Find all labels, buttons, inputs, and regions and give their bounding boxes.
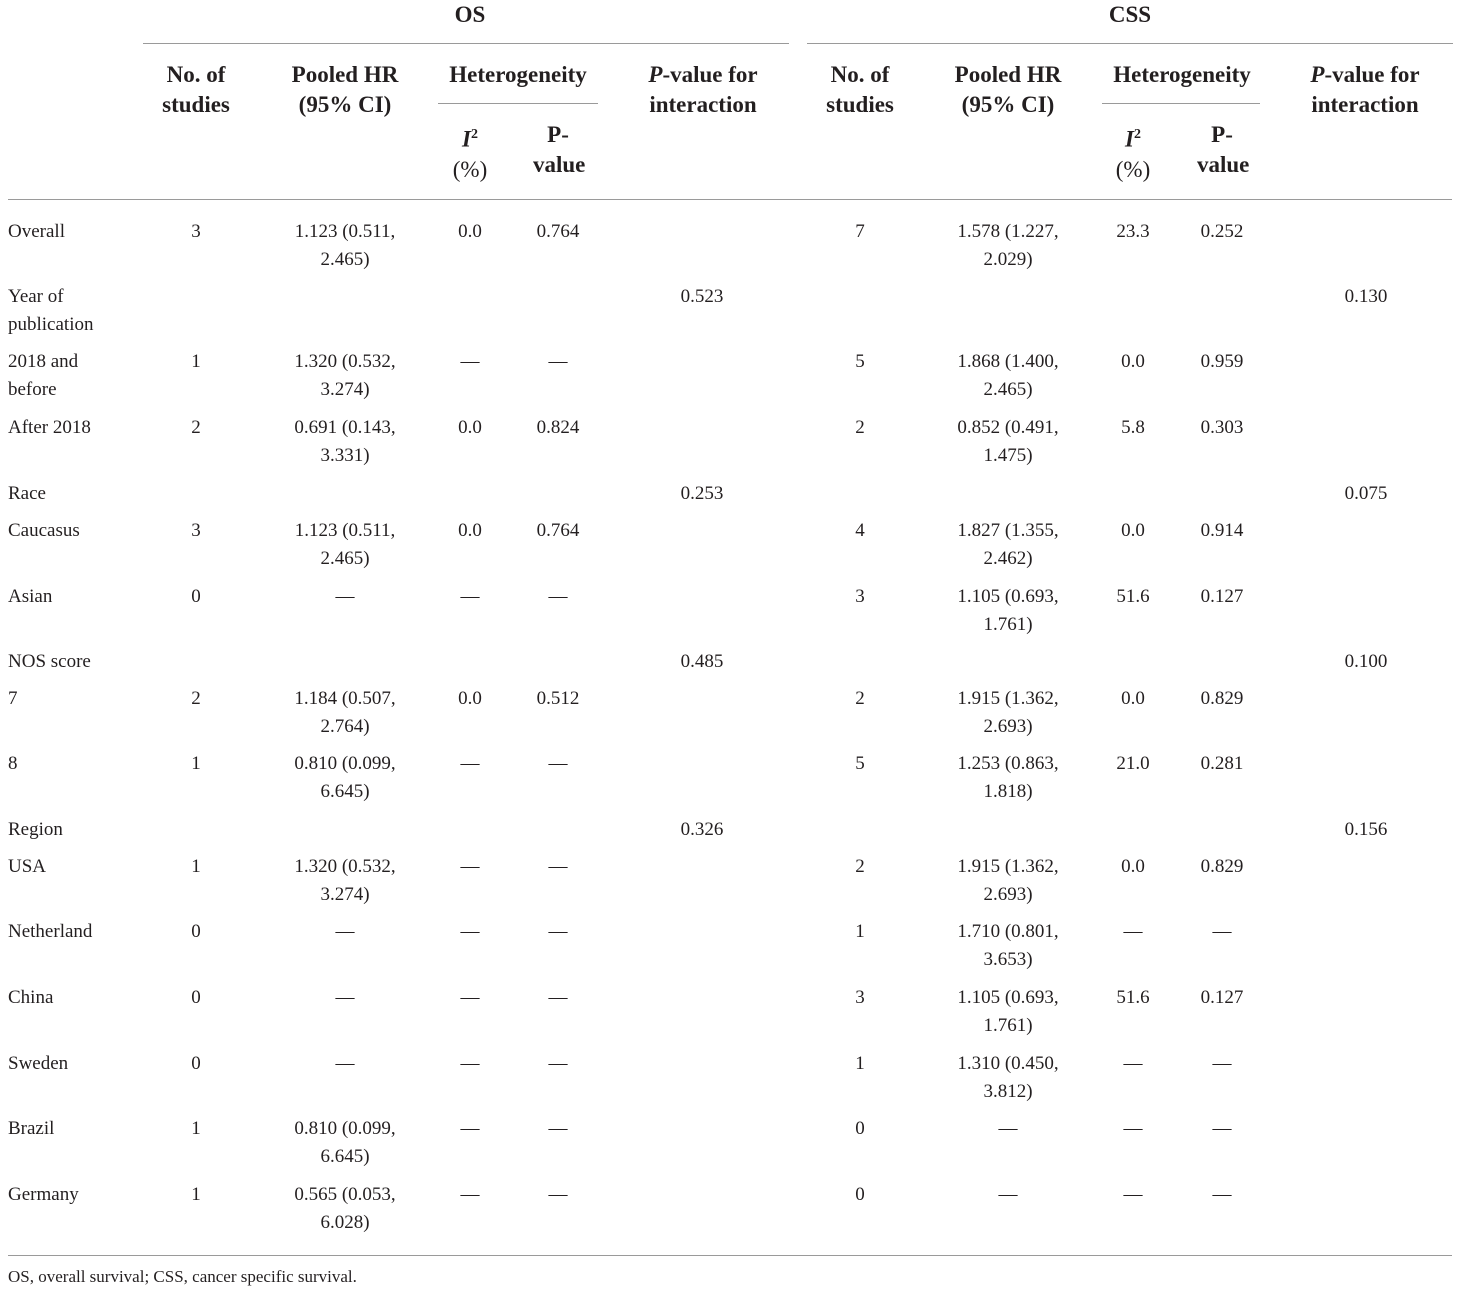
row-label: Netherland	[8, 921, 93, 942]
os-studies-cell: 0	[191, 987, 201, 1008]
os-studies-cell: 3	[191, 221, 201, 242]
os-pvalue-cell: 0.764	[536, 520, 580, 541]
os-pooled-hr-cell: 0.810 (0.099, 6.645)	[294, 753, 396, 802]
group-rule-css	[807, 43, 1453, 44]
os-i2-cell: —	[460, 1053, 480, 1074]
css-pooled-hr-cell: 1.868 (1.400, 2.465)	[957, 351, 1059, 400]
header-pvalue-os: P-value	[533, 122, 586, 177]
os-studies-cell: 0	[191, 586, 201, 607]
css-pvalue-cell: —	[1212, 1184, 1232, 1205]
css-studies-cell: 0	[855, 1184, 865, 1205]
os-i2-cell: —	[460, 921, 480, 942]
css-i2-cell: 23.3	[1116, 221, 1150, 242]
row-label: 8	[8, 753, 18, 774]
css-i2-cell: 0.0	[1121, 856, 1145, 877]
os-pvalue-cell: 0.512	[536, 688, 580, 709]
os-studies-cell: 2	[191, 688, 201, 709]
row-label: China	[8, 987, 54, 1008]
row-label: 7	[8, 688, 18, 709]
css-pooled-hr-cell: —	[998, 1184, 1018, 1205]
os-i2-cell: 0.0	[458, 417, 482, 438]
css-pooled-hr-cell: 1.310 (0.450, 3.812)	[957, 1053, 1059, 1102]
css-pvalue-cell: 0.303	[1200, 417, 1244, 438]
row-label: Year of publication	[8, 286, 94, 335]
row-label: Region	[8, 819, 63, 840]
os-pooled-hr-cell: —	[335, 1053, 355, 1074]
css-pvalue-cell: —	[1212, 1118, 1232, 1139]
css-studies-cell: 5	[855, 753, 865, 774]
css-pooled-hr-cell: 1.105 (0.693, 1.761)	[957, 987, 1059, 1036]
os-studies-cell: 1	[191, 351, 201, 372]
os-i2-cell: —	[460, 351, 480, 372]
os-p-interaction-cell: 0.523	[680, 286, 724, 307]
header-pvalue-css: P-value	[1197, 122, 1250, 177]
os-pvalue-cell: —	[548, 1053, 568, 1074]
css-pvalue-cell: 0.914	[1200, 520, 1244, 541]
css-pooled-hr-cell: 1.253 (0.863, 1.818)	[957, 753, 1059, 802]
os-pooled-hr-cell: —	[335, 921, 355, 942]
os-studies-cell: 2	[191, 417, 201, 438]
os-p-interaction-cell: 0.253	[680, 483, 724, 504]
heterogeneity-rule-os	[438, 103, 598, 104]
os-pooled-hr-cell: —	[335, 586, 355, 607]
os-studies-cell: 1	[191, 1118, 201, 1139]
css-pvalue-cell: 0.127	[1200, 987, 1244, 1008]
css-i2-cell: —	[1123, 1118, 1143, 1139]
css-studies-cell: 3	[855, 987, 865, 1008]
os-i2-cell: —	[460, 753, 480, 774]
css-studies-cell: 2	[855, 688, 865, 709]
row-label: NOS score	[8, 651, 91, 672]
os-studies-cell: 0	[191, 921, 201, 942]
css-pooled-hr-cell: 1.915 (1.362, 2.693)	[957, 856, 1059, 905]
row-label: 2018 and before	[8, 351, 79, 400]
header-no-studies-os: No. of studies	[162, 62, 230, 117]
css-studies-cell: 2	[855, 856, 865, 877]
os-pvalue-cell: —	[548, 856, 568, 877]
header-i2-css: $I^2$ (%)	[1115, 126, 1151, 182]
css-studies-cell: 3	[855, 586, 865, 607]
css-pooled-hr-cell: 1.578 (1.227, 2.029)	[957, 221, 1059, 270]
row-label: Caucasus	[8, 520, 80, 541]
css-pooled-hr-cell: 1.827 (1.355, 2.462)	[957, 520, 1059, 569]
table-bottom-rule	[8, 1255, 1452, 1256]
os-studies-cell: 1	[191, 856, 201, 877]
os-pvalue-cell: —	[548, 921, 568, 942]
css-i2-cell: 51.6	[1116, 586, 1150, 607]
css-pooled-hr-cell: 1.710 (0.801, 3.653)	[957, 921, 1059, 970]
row-label: Sweden	[8, 1053, 69, 1074]
css-studies-cell: 4	[855, 520, 865, 541]
css-pooled-hr-cell: 0.852 (0.491, 1.475)	[957, 417, 1059, 466]
row-label: After 2018	[8, 417, 91, 438]
os-i2-cell: —	[460, 586, 480, 607]
os-pooled-hr-cell: 0.691 (0.143, 3.331)	[294, 417, 396, 466]
css-p-interaction-cell: 0.130	[1344, 286, 1388, 307]
css-i2-cell: 0.0	[1121, 351, 1145, 372]
os-pvalue-cell: —	[548, 351, 568, 372]
os-pvalue-cell: —	[548, 586, 568, 607]
css-i2-cell: 51.6	[1116, 987, 1150, 1008]
header-pooled-hr-os: Pooled HR (95% CI)	[291, 62, 399, 117]
os-pooled-hr-cell: 1.123 (0.511, 2.465)	[294, 520, 396, 569]
css-pvalue-cell: 0.829	[1200, 856, 1244, 877]
table-footnote: OS, overall survival; CSS, cancer specific survival.	[8, 1267, 357, 1286]
header-heterogeneity-css: Heterogeneity	[1113, 62, 1251, 87]
header-no-studies-css: No. of studies	[826, 62, 894, 117]
css-pooled-hr-cell: 1.915 (1.362, 2.693)	[957, 688, 1059, 737]
os-i2-cell: —	[460, 987, 480, 1008]
os-pvalue-cell: —	[548, 1184, 568, 1205]
css-pvalue-cell: —	[1212, 1053, 1232, 1074]
os-studies-cell: 1	[191, 753, 201, 774]
css-p-interaction-cell: 0.075	[1344, 483, 1388, 504]
css-studies-cell: 5	[855, 351, 865, 372]
css-i2-cell: —	[1123, 1053, 1143, 1074]
header-heterogeneity-os: Heterogeneity	[449, 62, 587, 87]
css-studies-cell: 2	[855, 417, 865, 438]
css-i2-cell: —	[1123, 1184, 1143, 1205]
css-p-interaction-cell: 0.156	[1344, 819, 1388, 840]
css-studies-cell: 1	[855, 1053, 865, 1074]
os-i2-cell: 0.0	[458, 688, 482, 709]
row-label: Germany	[8, 1184, 79, 1205]
os-i2-cell: —	[460, 1184, 480, 1205]
os-pooled-hr-cell: 0.810 (0.099, 6.645)	[294, 1118, 396, 1167]
css-i2-cell: 21.0	[1116, 753, 1150, 774]
css-p-interaction-cell: 0.100	[1344, 651, 1388, 672]
os-pooled-hr-cell: —	[335, 987, 355, 1008]
header-pint-css: P-value for interaction	[1310, 62, 1420, 117]
header-bottom-rule	[8, 199, 1452, 200]
os-i2-cell: —	[460, 1118, 480, 1139]
os-i2-cell: 0.0	[458, 221, 482, 242]
header-pint-os: P-value for interaction	[648, 62, 758, 117]
os-studies-cell: 1	[191, 1184, 201, 1205]
os-pvalue-cell: —	[548, 1118, 568, 1139]
os-pooled-hr-cell: 1.320 (0.532, 3.274)	[294, 351, 396, 400]
os-i2-cell: —	[460, 856, 480, 877]
css-studies-cell: 0	[855, 1118, 865, 1139]
os-pvalue-cell: 0.824	[536, 417, 580, 438]
header-i2-os: $I^2$ (%)	[452, 126, 488, 182]
os-pooled-hr-cell: 1.123 (0.511, 2.465)	[294, 221, 396, 270]
css-i2-cell: 5.8	[1121, 417, 1145, 438]
row-label: Overall	[8, 221, 65, 242]
os-pooled-hr-cell: 0.565 (0.053, 6.028)	[294, 1184, 396, 1233]
css-pvalue-cell: 0.281	[1200, 753, 1244, 774]
os-studies-cell: 3	[191, 520, 201, 541]
row-label: Race	[8, 483, 46, 504]
css-i2-cell: 0.0	[1121, 520, 1145, 541]
os-p-interaction-cell: 0.326	[680, 819, 724, 840]
group-rule-os	[143, 43, 789, 44]
css-pvalue-cell: 0.252	[1200, 221, 1244, 242]
css-pvalue-cell: 0.829	[1200, 688, 1244, 709]
group-header-css: CSS	[1108, 2, 1152, 27]
os-p-interaction-cell: 0.485	[680, 651, 724, 672]
css-pooled-hr-cell: 1.105 (0.693, 1.761)	[957, 586, 1059, 635]
css-pooled-hr-cell: —	[998, 1118, 1018, 1139]
css-pvalue-cell: 0.127	[1200, 586, 1244, 607]
css-i2-cell: 0.0	[1121, 688, 1145, 709]
os-pooled-hr-cell: 1.184 (0.507, 2.764)	[294, 688, 396, 737]
css-pvalue-cell: —	[1212, 921, 1232, 942]
os-pvalue-cell: —	[548, 753, 568, 774]
header-pooled-hr-css: Pooled HR (95% CI)	[954, 62, 1062, 117]
row-label: USA	[8, 856, 47, 877]
os-pvalue-cell: —	[548, 987, 568, 1008]
css-studies-cell: 7	[855, 221, 865, 242]
row-label: Asian	[8, 586, 53, 607]
os-studies-cell: 0	[191, 1053, 201, 1074]
group-header-os: OS	[454, 2, 486, 27]
heterogeneity-rule-css	[1102, 103, 1260, 104]
row-label: Brazil	[8, 1118, 55, 1139]
css-pvalue-cell: 0.959	[1200, 351, 1244, 372]
css-studies-cell: 1	[855, 921, 865, 942]
css-i2-cell: —	[1123, 921, 1143, 942]
os-pvalue-cell: 0.764	[536, 221, 580, 242]
os-i2-cell: 0.0	[458, 520, 482, 541]
os-pooled-hr-cell: 1.320 (0.532, 3.274)	[294, 856, 396, 905]
